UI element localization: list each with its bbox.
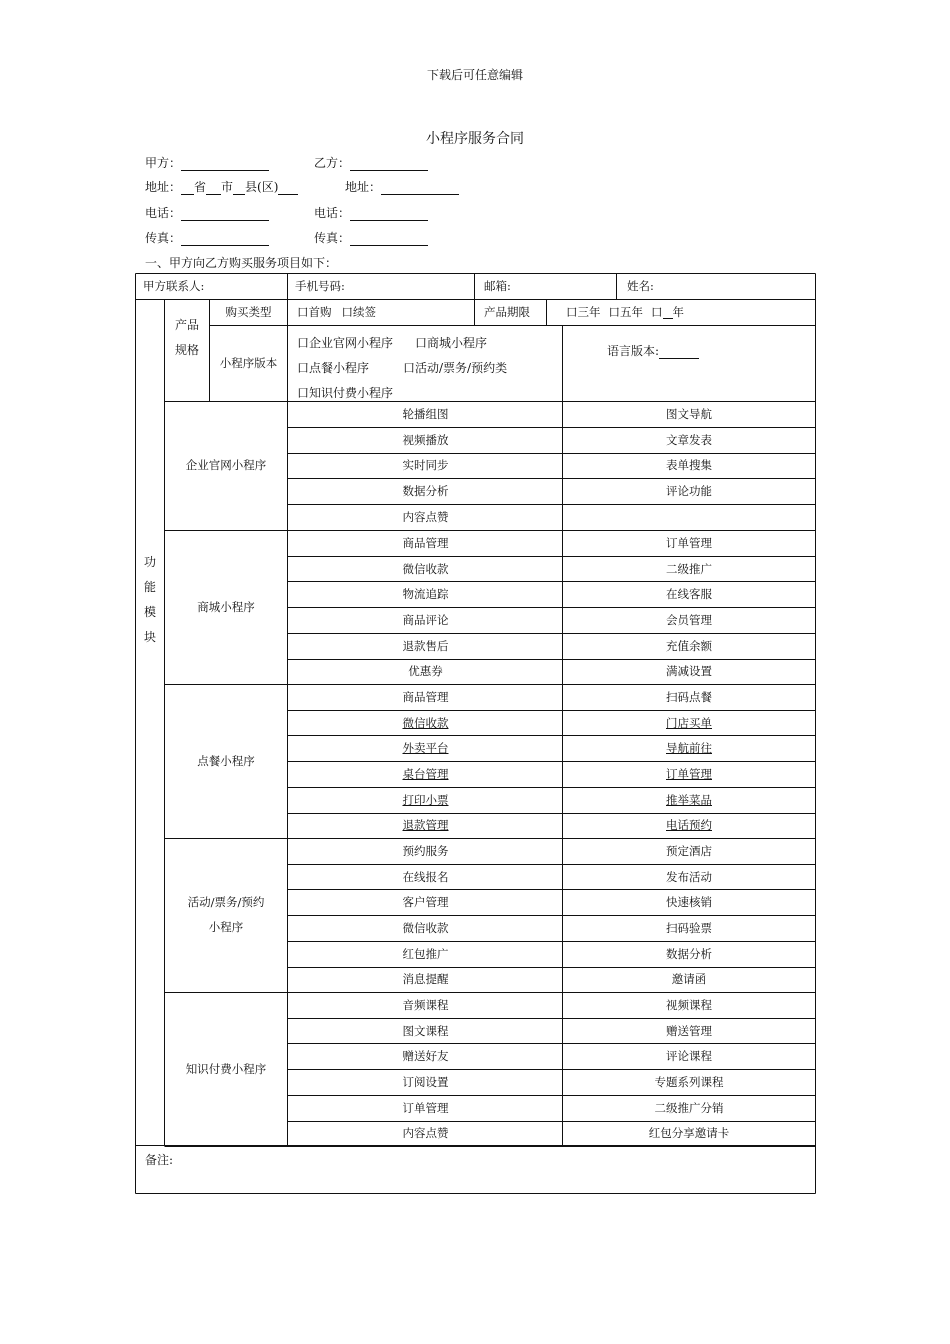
feature-item: 订单管理 [666, 535, 712, 550]
feature-item: 订阅设置 [402, 1074, 449, 1089]
purchase-options [297, 299, 477, 325]
feature-item: 红包分享邀请卡 [648, 1126, 730, 1141]
group-name-ordering: 点餐小程序 [197, 753, 255, 768]
name-cell: 姓名: [627, 279, 654, 293]
feature-item: 二级推广 [666, 561, 712, 576]
group-name-event [165, 838, 287, 992]
feature-item: 物流追踪 [402, 587, 449, 602]
feature-item: 赠送好友 [402, 1049, 449, 1064]
period-5y[interactable]: 口五年 [608, 305, 643, 319]
purchase-option-renew[interactable]: 口续签 [341, 305, 376, 319]
feature-item: 在线报名 [402, 869, 449, 884]
version-option-mall[interactable]: 口商城小程序 [415, 336, 488, 350]
group-name-mall: 商城小程序 [197, 599, 255, 614]
feature-item: 优惠券 [408, 664, 443, 679]
func-char: 功 [143, 555, 156, 569]
feature-item: 导航前往 [666, 741, 712, 756]
feature-item: 商品评论 [402, 612, 449, 627]
feature-item: 二级推广分销 [654, 1100, 724, 1115]
feature-item: 图文课程 [402, 1023, 449, 1038]
version-option-event[interactable]: 口活动/票务/预约类 [403, 361, 508, 375]
feature-item: 微信收款 [402, 715, 449, 730]
feature-item: 扫码点餐 [666, 689, 712, 704]
feature-item: 视频播放 [402, 432, 449, 447]
fax-b-label: 传真： [314, 231, 351, 245]
version-option-ordering[interactable]: 口点餐小程序 [297, 361, 370, 375]
purchase-type-label: 购买类型 [225, 305, 272, 319]
feature-item: 内容点赞 [402, 1126, 449, 1141]
feature-item: 数据分析 [666, 946, 712, 961]
group-name-corporate: 企业官网小程序 [185, 458, 267, 472]
feature-item: 客户管理 [402, 895, 449, 910]
language-version [607, 342, 699, 359]
feature-item: 内容点赞 [402, 510, 449, 525]
address-b-label: 地址： [345, 180, 382, 194]
feature-item: 表单搜集 [666, 458, 712, 473]
party-a-label: 甲方： [145, 156, 182, 170]
feature-item: 专题系列课程 [654, 1074, 724, 1089]
group-name-knowledge: 知识付费小程序 [185, 1061, 267, 1076]
feature-item: 赠送管理 [666, 1023, 712, 1038]
version-option-corporate[interactable]: 口企业官网小程序 [297, 336, 394, 350]
party-b-label: 乙方： [314, 156, 351, 170]
feature-item: 发布活动 [666, 869, 712, 884]
feature-item: 评论课程 [666, 1049, 712, 1064]
feature-item: 轮播组图 [402, 406, 449, 421]
func-char: 块 [143, 630, 156, 644]
section-1-heading: 一、甲方向乙方购买服务项目如下： [145, 256, 338, 270]
province-label: 省 [194, 180, 207, 194]
version-option-paid-knowledge[interactable]: 口知识付费小程序 [297, 386, 394, 400]
feature-item: 音频课程 [402, 997, 449, 1012]
feature-item: 数据分析 [402, 484, 449, 499]
feature-item: 推举菜品 [666, 792, 712, 807]
feature-item: 在线客服 [666, 587, 712, 602]
period-custom-field[interactable] [663, 306, 673, 319]
header-note: 下载后可任意编辑 [426, 68, 523, 82]
feature-item: 电话预约 [666, 818, 712, 833]
page-title: 小程序服务合同 [426, 131, 524, 147]
feature-item: 商品管理 [402, 689, 449, 704]
feature-item: 快速核销 [666, 895, 712, 910]
feature-item: 微信收款 [402, 561, 449, 576]
feature-item: 订单管理 [402, 1100, 449, 1115]
feature-item: 商品管理 [402, 535, 449, 550]
group-name-line: 小程序 [208, 920, 244, 935]
feature-item: 外卖平台 [402, 741, 449, 756]
period-year: 年 [672, 305, 684, 319]
language-version-field[interactable] [659, 346, 699, 359]
phone-b-label: 电话： [314, 206, 351, 220]
feature-item: 退款管理 [402, 818, 449, 833]
feature-item: 桌台管理 [402, 766, 449, 781]
function-module-label [136, 550, 164, 650]
feature-item: 微信收款 [402, 920, 449, 935]
period-custom[interactable]: 口 [651, 305, 663, 319]
city-label: 市 [221, 180, 234, 194]
period-3y[interactable]: 口三年 [566, 305, 601, 319]
group-name-line: 活动/票务/预约 [187, 895, 265, 910]
func-char: 能 [143, 580, 156, 594]
mobile-cell: 手机号码: [295, 279, 345, 293]
feature-item: 门店买单 [666, 715, 712, 730]
feature-item: 满减设置 [666, 664, 712, 679]
feature-item: 图文导航 [666, 406, 712, 421]
language-version-label: 语言版本: [607, 344, 660, 358]
feature-item: 退款售后 [402, 638, 449, 653]
feature-item: 预约服务 [402, 843, 449, 858]
remarks-label: 备注: [145, 1153, 174, 1167]
feature-item: 预定酒店 [666, 843, 712, 858]
address-a-label: 地址： [145, 180, 182, 194]
feature-item: 评论功能 [666, 484, 712, 499]
feature-item: 邀请函 [671, 972, 707, 987]
feature-item: 消息提醒 [402, 972, 449, 987]
period-options [566, 299, 806, 325]
feature-item: 红包推广 [402, 946, 449, 961]
purchase-option-first[interactable]: 口首购 [297, 305, 332, 319]
fax-a-label: 传真： [145, 231, 182, 245]
feature-item [563, 504, 815, 530]
email-cell: 邮箱: [484, 279, 511, 293]
phone-a-label: 电话： [145, 206, 182, 220]
feature-item: 充值余额 [666, 638, 712, 653]
feature-item: 会员管理 [666, 612, 712, 627]
spec-line: 产品 [174, 318, 199, 332]
version-options [297, 331, 507, 406]
feature-item: 订单管理 [666, 766, 712, 781]
contact-cell: 甲方联系人: [143, 279, 205, 293]
feature-item: 视频课程 [666, 997, 712, 1012]
version-label: 小程序版本 [219, 356, 278, 370]
county-label: 县(区) [245, 180, 279, 194]
product-period-label: 产品期限 [484, 305, 530, 319]
feature-item: 扫码验票 [666, 920, 712, 935]
feature-item: 实时同步 [402, 458, 449, 473]
product-spec-label [165, 313, 209, 363]
feature-item: 文章发表 [666, 432, 712, 447]
spec-line: 规格 [174, 343, 199, 357]
feature-item: 打印小票 [402, 792, 449, 807]
func-char: 模 [143, 605, 156, 619]
